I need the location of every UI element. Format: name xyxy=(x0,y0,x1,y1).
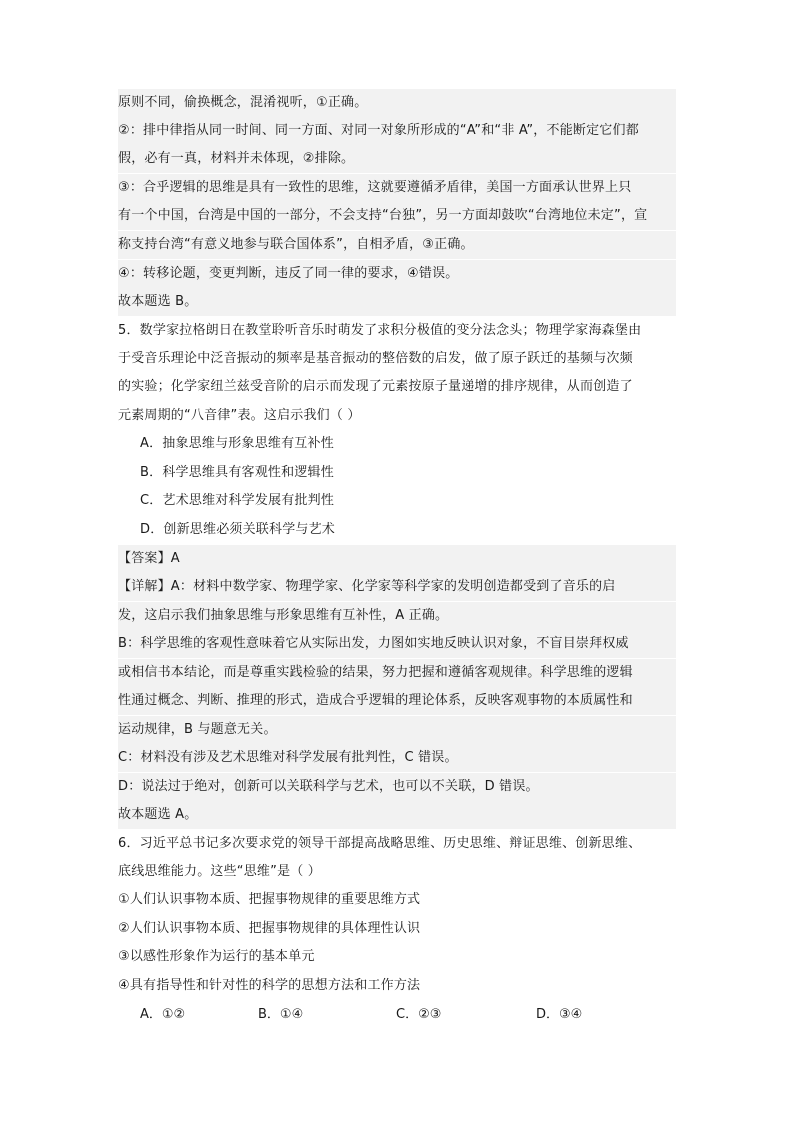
q6-option-a: A．①② xyxy=(140,1007,186,1022)
q4-explanation-line: 假，必有一真，材料并未体现，②排除。 xyxy=(118,145,676,173)
q6-item-4: ④具有指导性和针对性的科学的思想方法和工作方法 xyxy=(118,978,421,993)
q5-detail-line: B：科学思维的客观性意味着它从实际出发，力图如实地反映认识对象，不盲目崇拜权威 xyxy=(118,630,676,658)
q5-detail-line: 性通过概念、判断、推理的形式，造成合乎逻辑的理论体系，反映客观事物的本质属性和 xyxy=(118,687,676,715)
q6-options-row xyxy=(140,1001,660,1029)
q5-stem-line: 的实验；化学家纽兰兹受音阶的启示而发现了元素按原子量递增的排序规律，从而创造了 xyxy=(118,379,633,394)
q6-option-b: B．①④ xyxy=(258,1007,304,1022)
q5-detail-line: 发，这启示我们抽象思维与形象思维有互补性，A 正确。 xyxy=(118,602,676,630)
q4-explanation-line: 原则不同，偷换概念，混淆视听，①正确。 xyxy=(118,89,676,117)
q6-stem-line: 6．习近平总书记多次要求党的领导干部提高战略思维、历史思维、辩证思维、创新思维、 xyxy=(118,836,642,851)
q5-option-d: D．创新思维必须关联科学与艺术 xyxy=(140,522,336,537)
q6-item-3: ③以感性形象作为运行的基本单元 xyxy=(118,949,315,964)
q5-detail-line: D：说法过于绝对，创新可以关联科学与艺术，也可以不关联，D 错误。 xyxy=(118,773,676,801)
q6-item-2: ②人们认识事物本质、把握事物规律的具体理性认识 xyxy=(118,921,421,936)
q4-conclusion: 故本题选 B。 xyxy=(118,288,676,316)
q6-stem-line: 底线思维能力。这些“思维”是（ ） xyxy=(118,864,322,879)
q5-option-b: B．科学思维具有客观性和逻辑性 xyxy=(140,465,334,480)
q5-option-c: C．艺术思维对科学发展有批判性 xyxy=(140,493,335,508)
q6-option-c: C．②③ xyxy=(396,1007,442,1022)
q6-option-d: D．③④ xyxy=(536,1007,583,1022)
q5-detail-line: C：材料没有涉及艺术思维对科学发展有批判性，C 错误。 xyxy=(118,744,676,772)
q5-option-a: A．抽象思维与形象思维有互补性 xyxy=(140,436,334,451)
q5-answer: 【答案】A xyxy=(118,545,676,573)
q5-conclusion: 故本题选 A。 xyxy=(118,801,676,829)
q5-stem-line: 5．数学家拉格朗日在教堂聆听音乐时萌发了求积分极值的变分法念头；物理学家海森堡由 xyxy=(118,323,642,338)
q4-explanation-line: 称支持台湾“有意义地参与联合国体系”，自相矛盾，③正确。 xyxy=(118,231,676,259)
q5-detail-line: 运动规律，B 与题意无关。 xyxy=(118,716,676,744)
q4-explanation-line: 有一个中国，台湾是中国的一部分，不会支持“台独”，另一方面却鼓吹“台湾地位未定”，宣 xyxy=(118,202,676,230)
q4-explanation-line: ④：转移论题，变更判断，违反了同一律的要求，④错误。 xyxy=(118,260,676,288)
q4-explanation-line: ③：合乎逻辑的思维是具有一致性的思维，这就要遵循矛盾律，美国一方面承认世界上只 xyxy=(118,174,676,202)
q4-explanation-line: ②：排中律指从同一时间、同一方面、对同一对象所形成的“A”和“非 A”，不能断定它们都 xyxy=(118,117,676,145)
q5-detail-line: 【详解】A：材料中数学家、物理学家、化学家等科学家的发明创造都受到了音乐的启 xyxy=(118,573,676,601)
q6-item-1: ①人们认识事物本质、把握事物规律的重要思维方式 xyxy=(118,892,421,907)
q5-stem-line: 于受音乐理论中泛音振动的频率是基音振动的整倍数的启发，做了原子跃迁的基频与次频 xyxy=(118,351,633,366)
q5-stem-line: 元素周期的“八音律”表。这启示我们（ ） xyxy=(118,408,361,423)
q5-detail-line: 或相信书本结论，而是尊重实践检验的结果，努力把握和遵循客观规律。科学思维的逻辑 xyxy=(118,659,676,687)
